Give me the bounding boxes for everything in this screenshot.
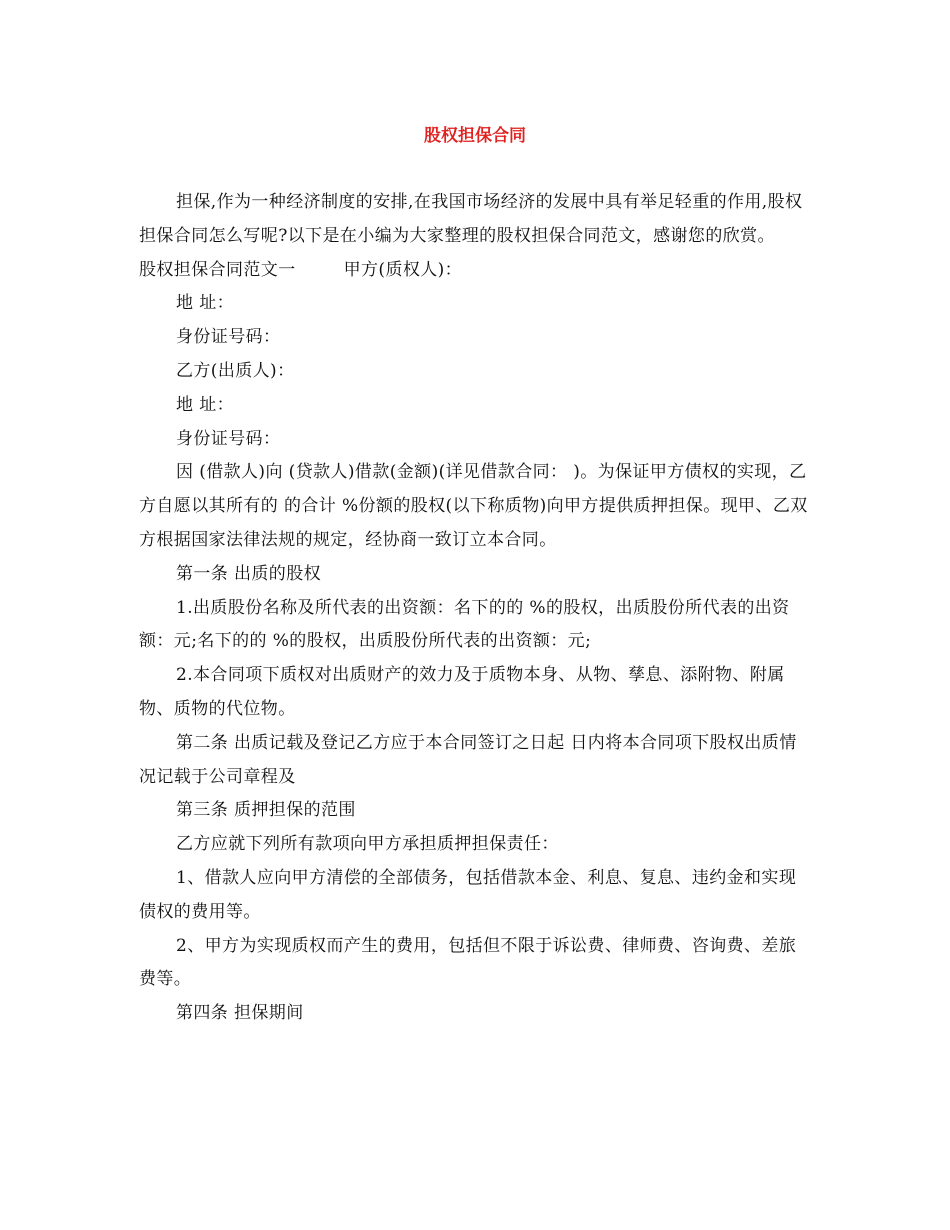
article-1-item-1: 1.出质股份名称及所代表的出资额：名下的的 %的股权，出质股份所代表的出资额：元;名下的的 %的股权，出质股份所代表的出资额：元; bbox=[139, 597, 790, 652]
sample-heading-line bbox=[139, 254, 813, 288]
article-3-title: 第三条 质押担保的范围 bbox=[176, 800, 356, 821]
sample-heading: 股权担保合同范文一 bbox=[139, 259, 296, 280]
address-1: 地 址： bbox=[176, 293, 235, 314]
preamble-paragraph: 因 (借款人)向 (贷款人)借款(金额)(详见借款合同： )。为保证甲方债权的实现，乙方自愿以其所有的 的合计 %份额的股权(以下称质物)向甲方提供质押担保。现甲、乙双方根据国家法律法规的规定，经协商一致订立本合同。 bbox=[139, 462, 808, 550]
document-body bbox=[139, 186, 813, 1031]
article-3-item-2: 2、甲方为实现质权而产生的费用，包括但不限于诉讼费、律师费、咨询费、差旅费等。 bbox=[139, 935, 797, 990]
document-title: 股权担保合同 bbox=[424, 126, 526, 146]
address-2: 地 址： bbox=[176, 394, 235, 415]
article-3-lead: 乙方应就下列所有款项向甲方承担质押担保责任： bbox=[176, 834, 559, 855]
party-a-label: 甲方(质权人)： bbox=[343, 259, 463, 280]
intro-paragraph: 担保,作为一种经济制度的安排,在我国市场经济的发展中具有举足轻重的作用,股权担保合同怎么写呢?以下是在小编为大家整理的股权担保合同范文，感谢您的欣赏。 bbox=[139, 192, 803, 246]
article-3-item-1: 1、借款人应向甲方清偿的全部债务，包括借款本金、利息、复息、违约金和实现债权的费用等。 bbox=[139, 867, 797, 922]
article-1-item-2: 2.本合同项下质权对出质财产的效力及于质物本身、从物、孳息、添附物、附属物、质物的代位物。 bbox=[139, 665, 785, 719]
id-number-1: 身份证号码： bbox=[176, 327, 281, 348]
article-1-title: 第一条 出质的股权 bbox=[176, 563, 322, 584]
article-2-paragraph: 第二条 出质记载及登记乙方应于本合同签订之日起 日内将本合同项下股权出质情况记载于公司章程及 bbox=[139, 732, 797, 787]
article-4-title: 第四条 担保期间 bbox=[176, 1003, 304, 1024]
id-number-2: 身份证号码： bbox=[176, 428, 281, 449]
party-b-label: 乙方(出质人)： bbox=[176, 360, 295, 381]
